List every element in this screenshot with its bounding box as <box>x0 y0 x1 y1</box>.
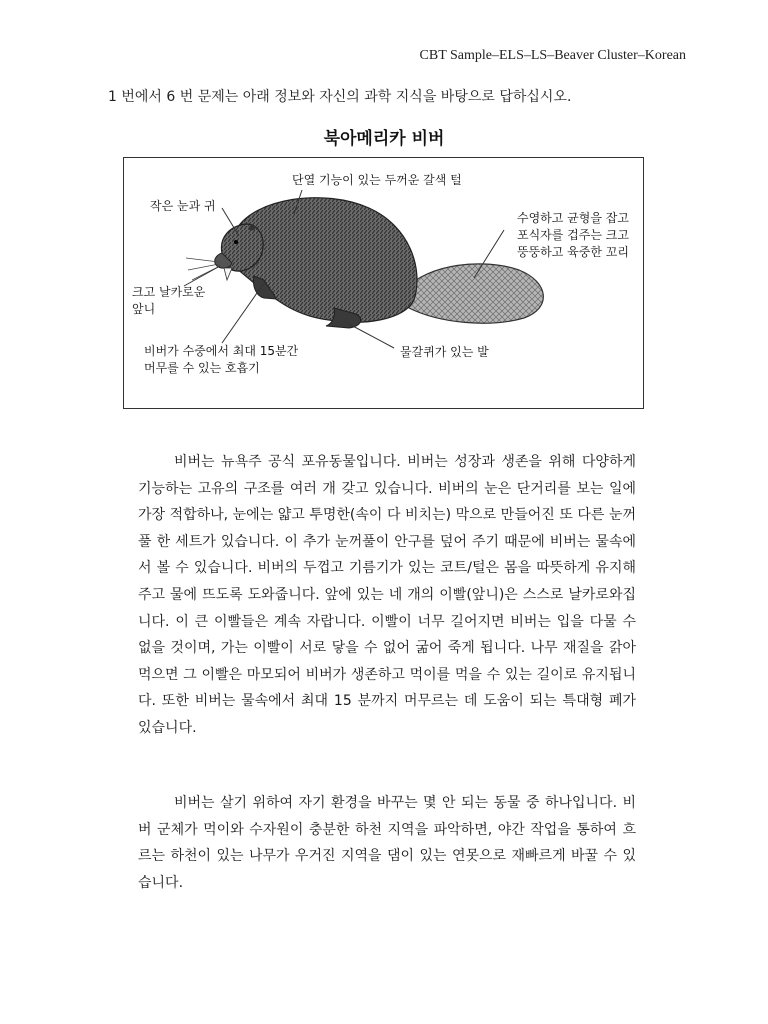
label-eyes-ears: 작은 눈과 귀 <box>150 199 216 213</box>
label-teeth: 크고 날카로운 앞니 <box>132 285 206 316</box>
label-lungs: 비버가 수중에서 최대 15분간 머무를 수 있는 호흡기 <box>144 344 299 375</box>
beaver-tail <box>404 264 543 323</box>
label-feet: 물갈퀴가 있는 발 <box>400 345 489 359</box>
document-header: CBT Sample–ELS–LS–Beaver Cluster–Korean <box>419 48 686 63</box>
label-tail: 수영하고 균형을 잡고 포식자를 겁주는 크고 뚱뚱하고 육중한 꼬리 <box>517 211 629 259</box>
beaver-eye <box>234 240 238 244</box>
body-paragraph-1: 비버는 뉴욕주 공식 포유동물입니다. 비버는 성장과 생존을 위해 다양하게 기능하는 고유의 구조를 여러 개 갖고 있습니다. 비버의 눈은 단거리를 보는 일에 가장 적합하나, 눈에는 얇고 투명한(속이 다 비치는) 막으로 만들어진 또 다른 눈꺼풀 한 세트가 있습니다. 이 추가 눈꺼풀이 안구를 덮어 주기 때문에 비버는 물속에서 볼 수 있습니다. 비버의 두껍고 기름기가 있는 코트/털은 몸을 따뜻하게 유지해 주고 물에 뜨도록 도와줍니다. 앞에 있는 네 개의 이빨(앞니)은 스스로 날카로와집니다. 이 큰 이빨들은 계속 자랍니다. 이빨이 너무 길어지면 비버는 입을 다물 수 없을 것이며, 가는 이빨이 서로 닿을 수 없어 굶어 죽게 됩니다. 나무 재질을 갉아먹으면 그 이빨은 마모되어 비버가 생존하고 먹이를 먹을 수 있는 길이로 유지됩니다. 또한 비버는 물속에서 최대 15 분까지 머무르는 데 도움이 되는 특대형 폐가 있습니다. <box>138 454 636 736</box>
label-fur: 단열 기능이 있는 두꺼운 갈색 털 <box>292 173 462 187</box>
beaver-teeth <box>224 268 232 280</box>
instruction-text: 1 번에서 6 번 문제는 아래 정보와 자신의 과학 지식을 바탕으로 답하십시오. <box>108 89 572 105</box>
beaver-ear <box>249 226 256 231</box>
figure-title: 북아메리카 비버 <box>323 129 445 149</box>
beaver-figure <box>123 157 644 409</box>
body-paragraph-2: 비버는 살기 위하여 자기 환경을 바꾸는 몇 안 되는 동물 중 하나입니다. 비버 군체가 먹이와 수자원이 충분한 하천 지역을 파악하면, 야간 작업을 통하여 흐르는 하천이 있는 나무가 우거진 지역을 댐이 있는 연못으로 재빠르게 바꿀 수 있습니다. <box>138 795 636 891</box>
